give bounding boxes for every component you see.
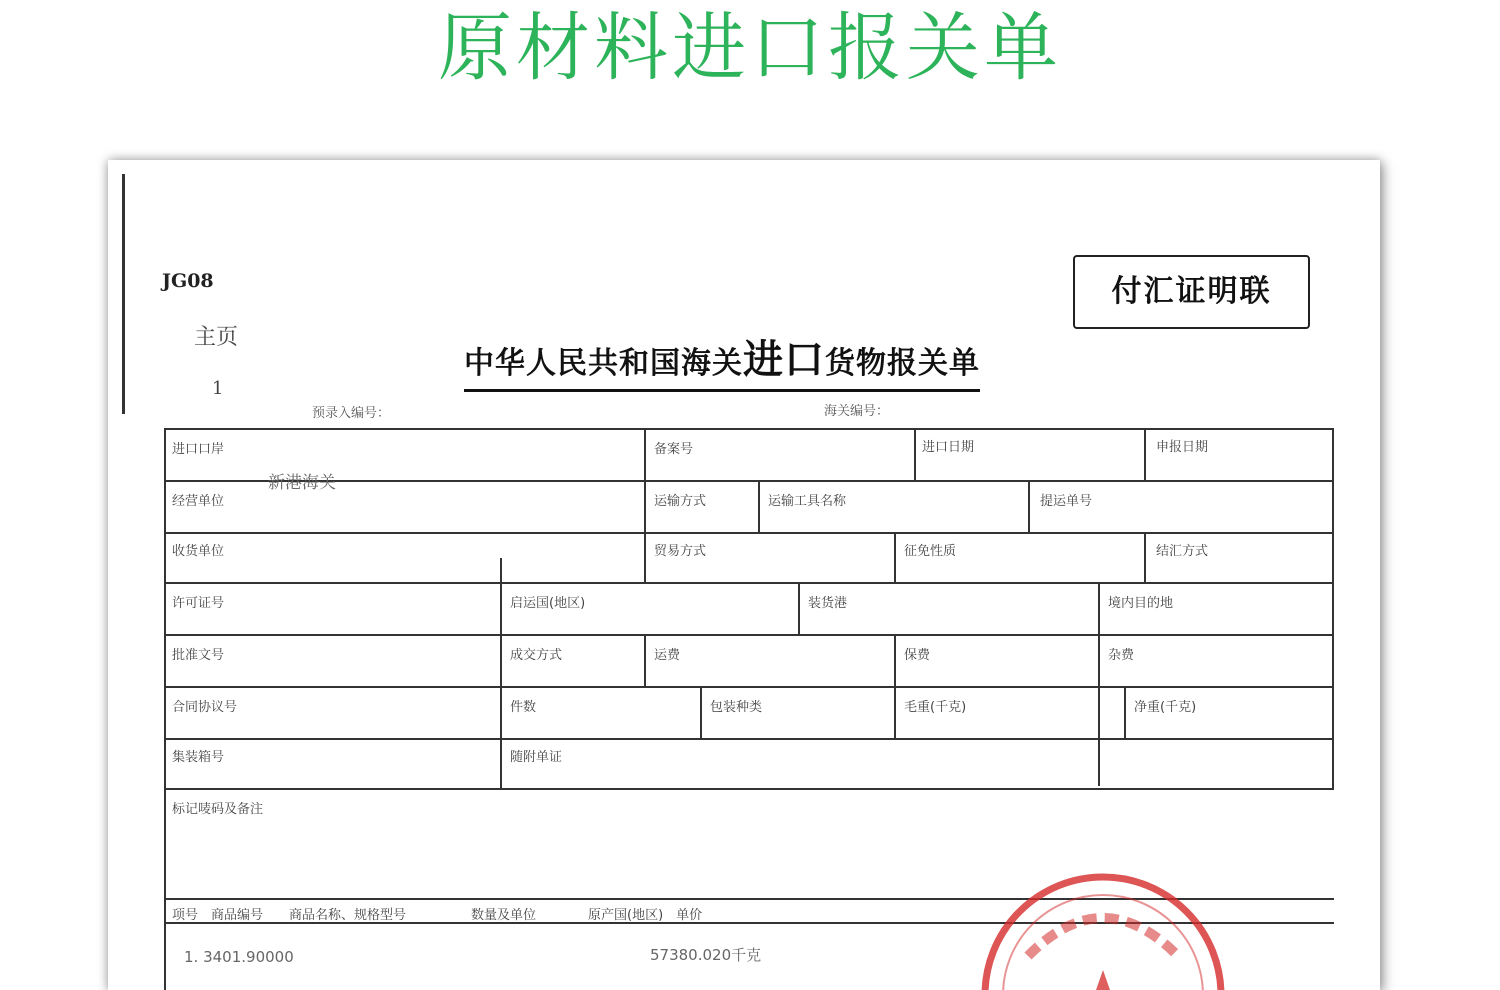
corner-note-number: 1 [212, 378, 224, 399]
field-license-no: 许可证号 [172, 596, 225, 611]
field-declare-date: 申报日期 [1156, 440, 1209, 455]
field-net-weight: 净重(千克) [1134, 700, 1197, 715]
field-receiving-unit: 收货单位 [172, 544, 225, 559]
field-transport-mode: 运输方式 [654, 494, 707, 509]
field-contract-no: 合同协议号 [172, 700, 238, 715]
form-code: JG08 [162, 270, 214, 292]
field-marks: 标记唛码及备注 [172, 802, 264, 817]
field-tax-nature: 征免性质 [904, 544, 957, 559]
field-misc-fee: 杂费 [1108, 648, 1135, 663]
value-import-port: 新港海关 [268, 473, 336, 493]
red-seal [968, 860, 1238, 990]
field-destination: 境内目的地 [1108, 596, 1174, 611]
scan-edge-line [122, 174, 125, 414]
field-loading-port: 装货港 [808, 596, 848, 611]
field-docs: 随附单证 [510, 750, 563, 765]
title-emphasis: 进口 [743, 337, 825, 383]
goods-header: 项号 商品编号 商品名称、规格型号 数量及单位 原产国(地区) 单价 [172, 908, 703, 923]
field-import-port: 进口口岸 [172, 442, 225, 457]
field-import-date: 进口日期 [922, 440, 975, 455]
field-package-type: 包装种类 [710, 700, 763, 715]
field-approval-no: 批准文号 [172, 648, 225, 663]
copy-type-box: 付汇证明联 [1073, 255, 1310, 329]
document-title [464, 328, 980, 392]
page-heading: 原材料进口报关单 [438, 5, 1062, 91]
goods-row-1-code: 1. 3401.90000 [184, 948, 294, 966]
customs-declaration-scan [108, 160, 1380, 990]
field-insurance: 保费 [904, 648, 931, 663]
field-container-no: 集装箱号 [172, 750, 225, 765]
title-prefix: 中华人民共和国海关 [464, 346, 743, 381]
corner-note: 主页 [194, 325, 239, 350]
customs-no-label: 海关编号： [824, 404, 890, 419]
preentry-label: 预录入编号： [312, 406, 391, 421]
field-transport-name: 运输工具名称 [768, 494, 847, 509]
field-operating-unit: 经营单位 [172, 494, 225, 509]
field-settlement: 结汇方式 [1156, 544, 1209, 559]
field-trade-mode: 贸易方式 [654, 544, 707, 559]
field-freight: 运费 [654, 648, 681, 663]
field-gross-weight: 毛重(千克) [904, 700, 967, 715]
field-pieces: 件数 [510, 700, 537, 715]
goods-row-1-qty: 57380.020千克 [650, 946, 762, 964]
field-deal-mode: 成交方式 [510, 648, 563, 663]
field-origin-country: 启运国(地区) [510, 596, 586, 611]
field-bill-no: 提运单号 [1040, 494, 1093, 509]
field-record-no: 备案号 [654, 442, 694, 457]
title-suffix: 货物报关单 [825, 346, 980, 381]
